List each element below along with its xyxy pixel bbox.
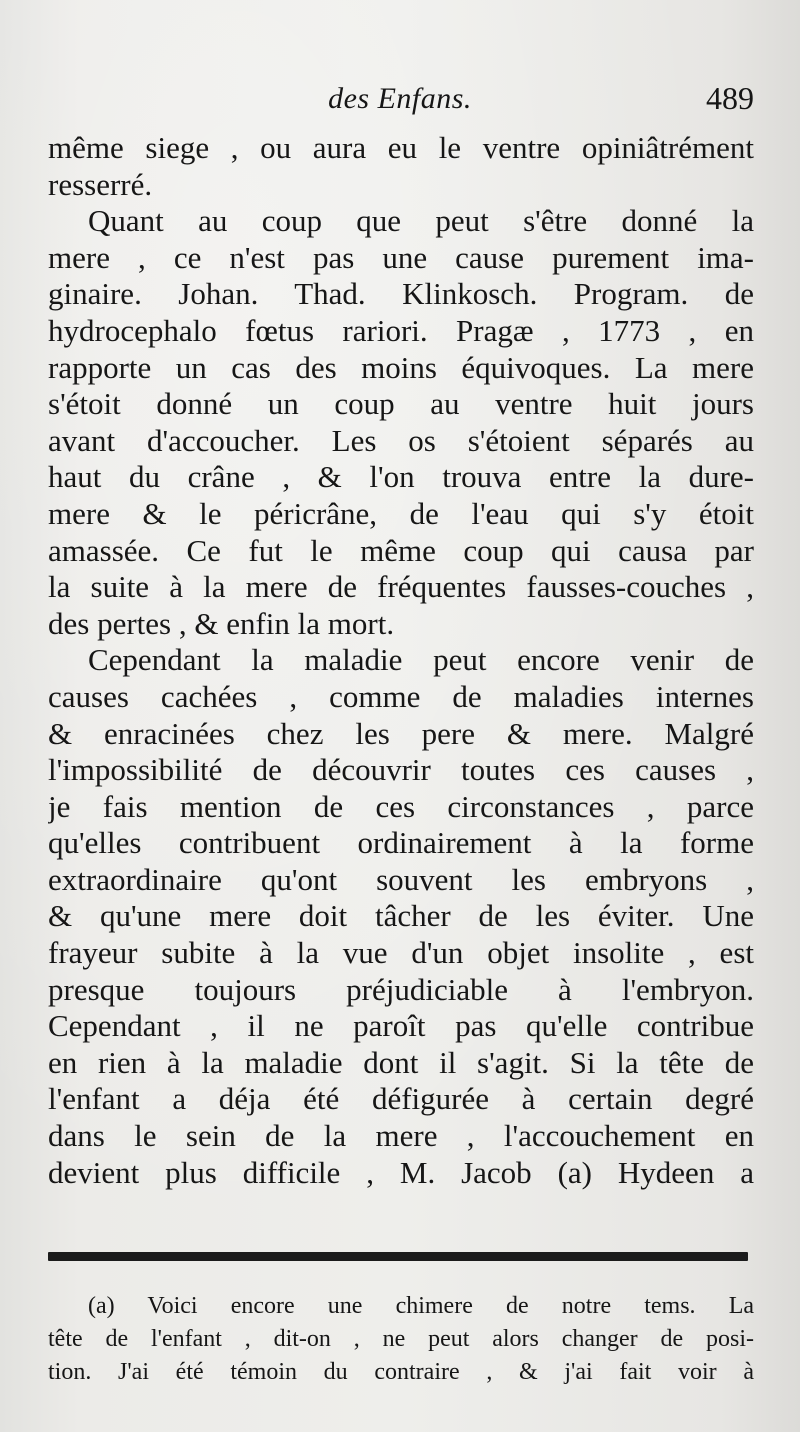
text-line: amassée. Ce fut le même coup qui causa par	[48, 532, 754, 568]
text-line: l'enfant a déja été défigurée à certain degré	[48, 1081, 754, 1117]
body-text	[48, 130, 754, 1191]
text-line: frayeur subite à la vue d'un objet insolite , est	[48, 935, 754, 971]
text-line: Quant au coup que peut s'être donné la	[88, 203, 754, 239]
text-line: avant d'accoucher. Les os s'étoient séparés au	[48, 422, 754, 458]
footnote-line: tion. J'ai été témoin du contraire , & j'ai fait voir à	[48, 1359, 754, 1385]
page-header	[48, 78, 752, 128]
page-number: 489	[706, 80, 754, 116]
text-line: des pertes , & enfin la mort.	[48, 605, 395, 641]
text-line: extraordinaire qu'ont souvent les embryons ,	[48, 861, 754, 897]
text-line: presque toujours préjudiciable à l'embryon.	[48, 971, 754, 1007]
footnote-separator-rule	[48, 1252, 748, 1261]
footnote-line: (a) Voici encore une chimere de notre tems. La	[88, 1293, 754, 1319]
text-line: mere & le péricrâne, de l'eau qui s'y étoit	[48, 495, 754, 531]
text-line: & enracinées chez les pere & mere. Malgré	[48, 715, 754, 751]
text-line: Cependant , il ne paroît pas qu'elle contribue	[48, 1008, 754, 1044]
text-line: s'étoit donné un coup au ventre huit jours	[48, 386, 754, 422]
text-line: même siege , ou aura eu le ventre opiniâtrément	[48, 130, 754, 165]
text-line: mere , ce n'est pas une cause purement ima-	[48, 239, 754, 275]
text-line: devient plus difficile , M. Jacob (a) Hydeen a	[48, 1154, 754, 1190]
running-title: des Enfans.	[328, 82, 472, 115]
text-line: en rien à la maladie dont il s'agit. Si la tête de	[48, 1044, 754, 1080]
text-line: dans le sein de la mere , l'accouchement en	[48, 1118, 754, 1154]
text-line: ginaire. Johan. Thad. Klinkosch. Program. de	[48, 276, 754, 312]
text-line: resserré.	[48, 166, 153, 202]
footnote	[48, 1290, 754, 1389]
text-line: causes cachées , comme de maladies internes	[48, 678, 754, 714]
text-line: & qu'une mere doit tâcher de les éviter. Une	[48, 898, 754, 934]
text-line: haut du crâne , & l'on trouva entre la dure-	[48, 459, 754, 495]
text-line: qu'elles contribuent ordinairement à la forme	[48, 825, 754, 861]
text-line: Cependant la maladie peut encore venir de	[88, 642, 754, 678]
text-line: l'impossibilité de découvrir toutes ces causes ,	[48, 752, 754, 788]
text-line: je fais mention de ces circonstances , parce	[48, 788, 754, 824]
text-line: rapporte un cas des moins équivoques. La mere	[48, 349, 754, 385]
text-line: la suite à la mere de fréquentes fausses-couches ,	[48, 569, 754, 605]
text-line: hydrocephalo fœtus rariori. Pragæ , 1773 , en	[48, 312, 754, 348]
footnote-line: tête de l'enfant , dit-on , ne peut alors changer de posi-	[48, 1326, 754, 1352]
